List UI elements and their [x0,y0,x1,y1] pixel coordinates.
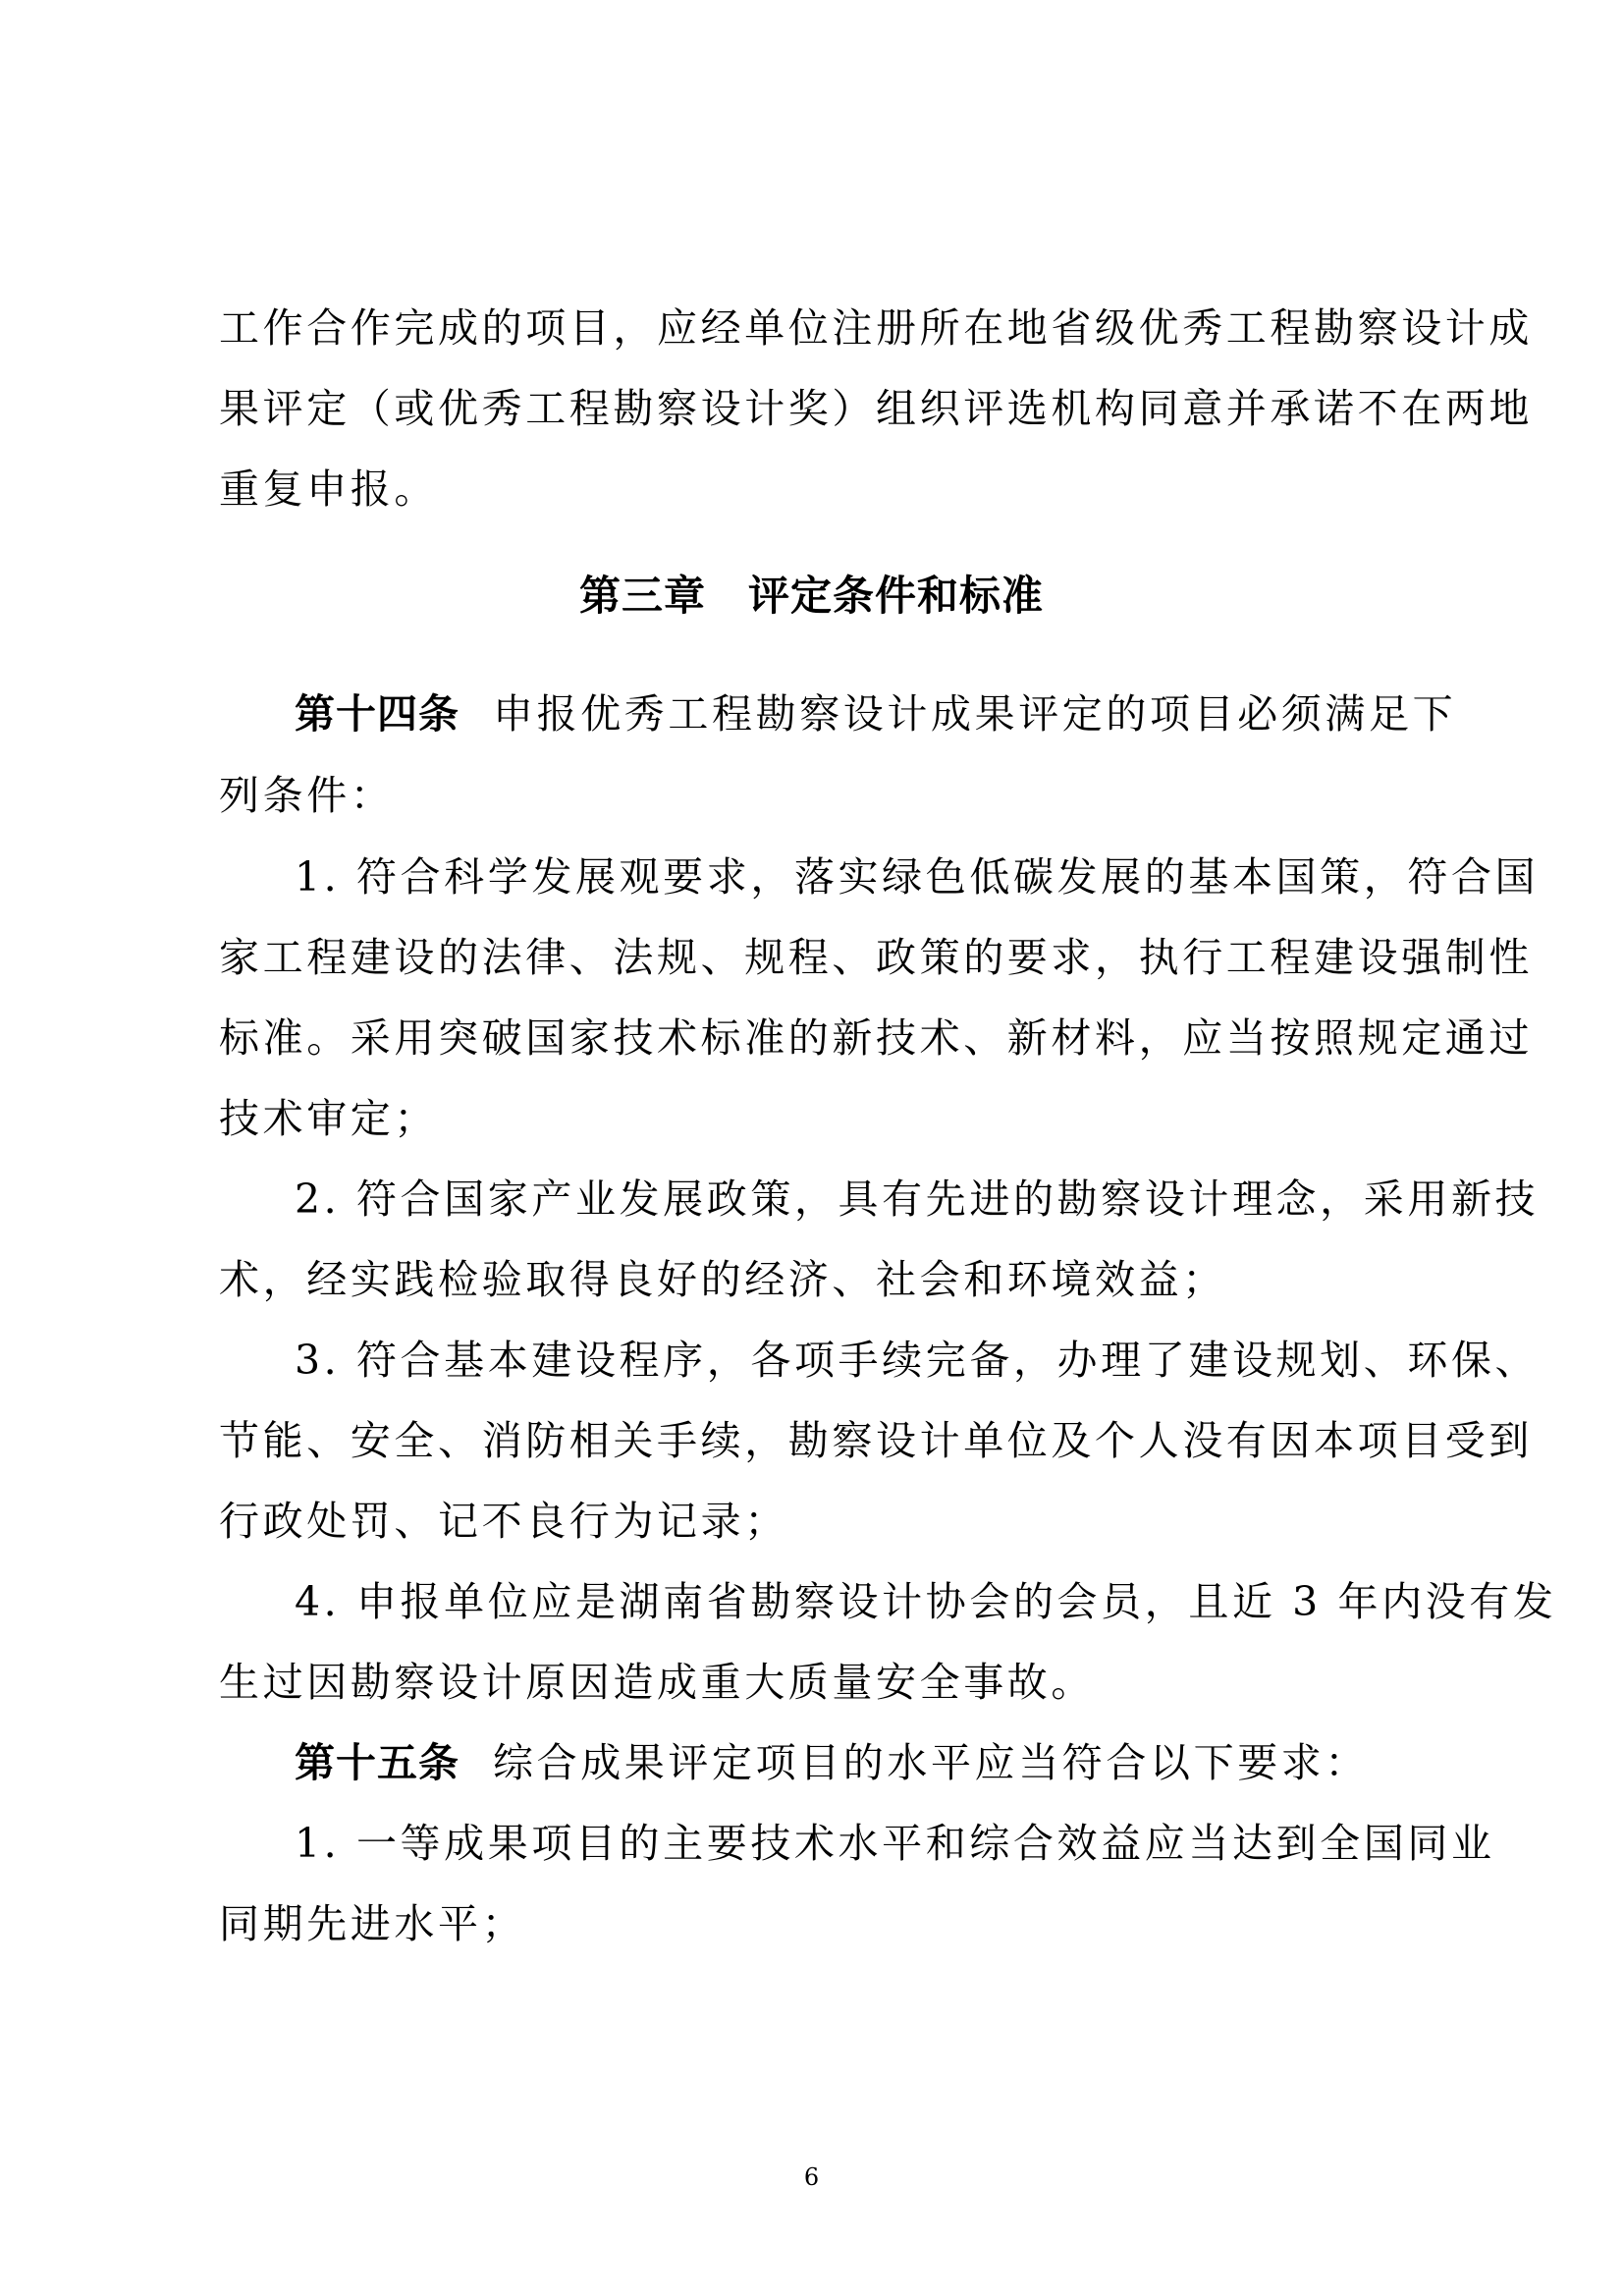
article-14-label: 第十四条 [295,690,460,738]
paragraph-line: 1. 符合科学发展观要求，落实绿色低碳发展的基本国策，符合国 [295,853,1540,901]
paragraph-line: 工作合作完成的项目，应经单位注册所在地省级优秀工程勘察设计成 [219,304,1533,352]
paragraph-line: 列条件： [219,772,395,819]
article-15-label: 第十五条 [295,1739,460,1786]
article-15-line [295,1739,1369,1786]
paragraph-line: 2. 符合国家产业发展政策，具有先进的勘察设计理念，采用新技 [295,1175,1540,1223]
article-15-text: 综合成果评定项目的水平应当符合以下要求： [493,1739,1369,1786]
paragraph-line: 家工程建设的法律、法规、规程、政策的要求，执行工程建设强制性 [219,934,1533,981]
chapter-title: 第三章 评定条件和标准 [578,572,1044,620]
paragraph-line: 节能、安全、消防相关手续，勘察设计单位及个人没有因本项目受到 [219,1417,1533,1464]
paragraph-line: 术，经实践检验取得良好的经济、社会和环境效益； [219,1256,1226,1303]
paragraph-line: 标准。采用突破国家技术标准的新技术、新材料，应当按照规定通过 [219,1014,1533,1062]
paragraph-line: 1. 一等成果项目的主要技术水平和综合效益应当达到全国同业 [295,1820,1495,1867]
paragraph-line: 3. 符合基本建设程序，各项手续完备，办理了建设规划、环保、 [295,1337,1540,1384]
paragraph-line: 4. 申报单位应是湖南省勘察设计协会的会员，且近 3 年内没有发 [295,1578,1557,1625]
paragraph-line: 生过因勘察设计原因造成重大质量安全事故。 [219,1659,1095,1706]
article-14-text: 申报优秀工程勘察设计成果评定的项目必须满足下 [493,690,1457,738]
paragraph-line: 果评定（或优秀工程勘察设计奖）组织评选机构同意并承诺不在两地 [219,385,1533,432]
page-number: 6 [803,2163,820,2191]
article-14-line [295,690,1457,738]
paragraph-line: 行政处罚、记不良行为记录； [219,1498,788,1545]
paragraph-line: 同期先进水平； [219,1900,526,1947]
paragraph-line: 技术审定； [219,1095,438,1142]
paragraph-line: 重复申报。 [219,465,438,513]
